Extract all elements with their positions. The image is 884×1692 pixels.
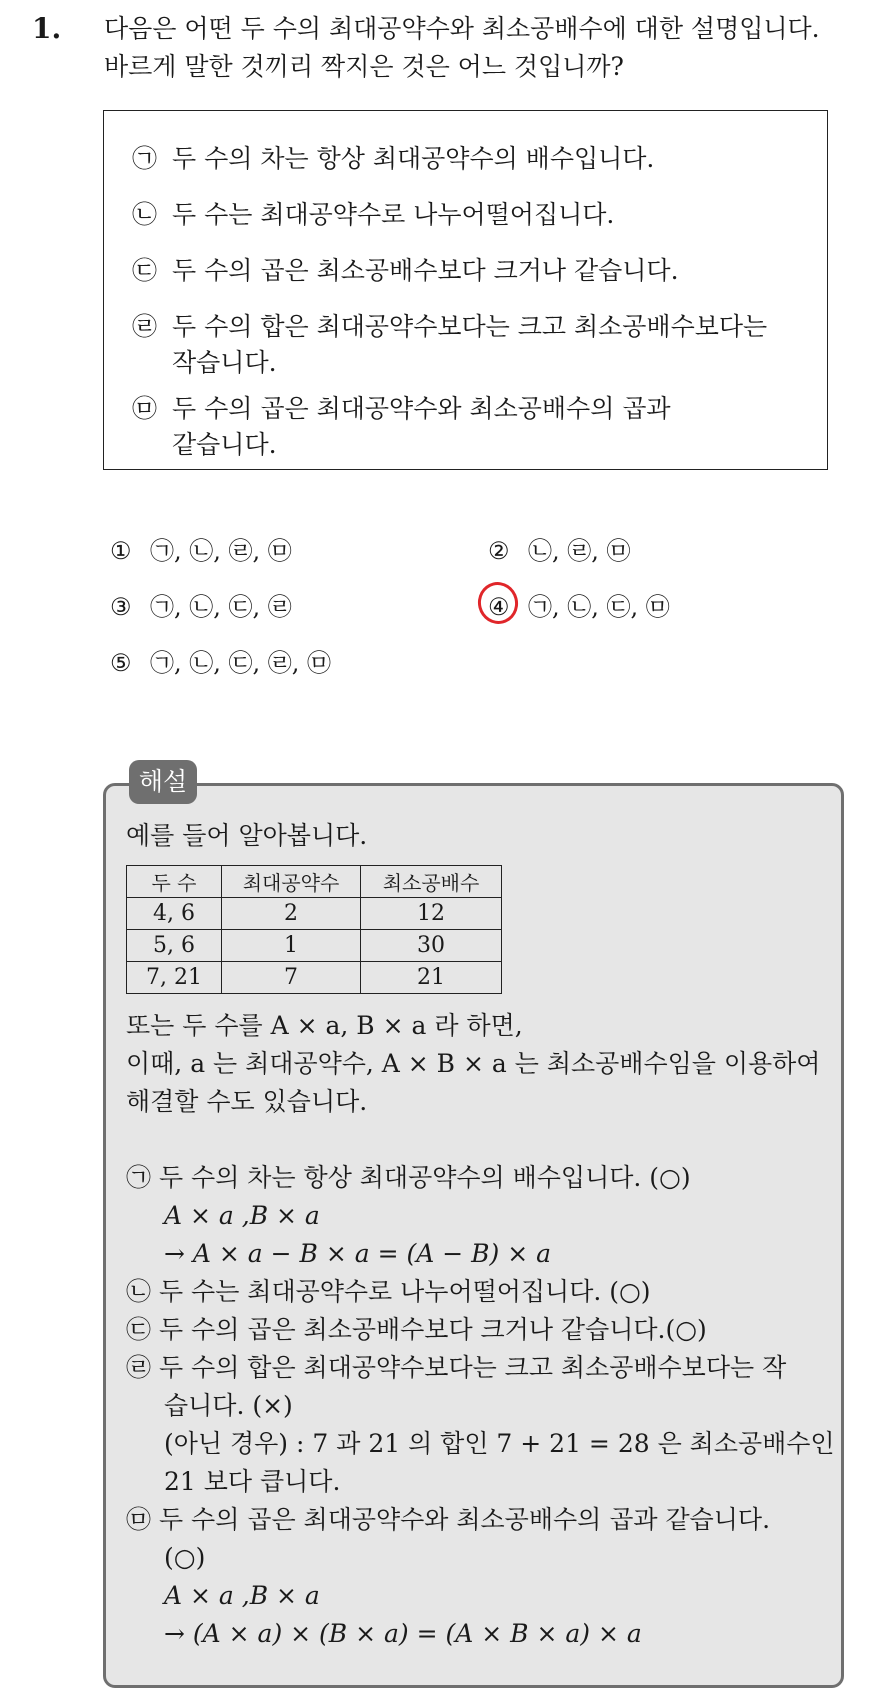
statement-text-cont: 작습니다. xyxy=(172,348,277,377)
choice-1[interactable] xyxy=(110,535,292,567)
table-header-row xyxy=(127,866,502,898)
statement-text: 두 수는 최대공약수로 나누어떨어집니다. xyxy=(172,200,615,229)
choice-number: ① xyxy=(110,537,132,565)
table-row xyxy=(127,962,502,994)
statement-marker: ㉡ xyxy=(132,200,158,229)
table-cell: 2 xyxy=(222,898,361,930)
solution-line: (○) xyxy=(164,1543,206,1572)
table-cell: 30 xyxy=(361,930,502,962)
solution-line: 또는 두 수를 A × a, B × a 라 하면, xyxy=(126,1011,523,1040)
table-header-cell: 최소공배수 xyxy=(361,866,502,898)
statement-1 xyxy=(132,141,654,177)
solution-line: 21 보다 큽니다. xyxy=(164,1467,341,1496)
table-cell: 5, 6 xyxy=(127,930,222,962)
table-cell: 7 xyxy=(222,962,361,994)
table-row xyxy=(127,898,502,930)
statement-marker: ㉣ xyxy=(132,312,158,341)
statement-text: 두 수의 합은 최대공약수보다는 크고 최소공배수보다는 xyxy=(172,312,768,341)
question-number: 1. xyxy=(32,12,62,45)
solution-line: ㉢ 두 수의 곱은 최소공배수보다 크거나 같습니다.(○) xyxy=(126,1315,707,1344)
solution-line: 해결할 수도 있습니다. xyxy=(126,1087,368,1116)
choice-number: ② xyxy=(488,537,510,565)
solution-intro: 예를 들어 알아봅니다. xyxy=(126,821,368,850)
statement-marker: ㉢ xyxy=(132,256,158,285)
solution-math-line: → (A × a) × (B × a) = (A × B × a) × a xyxy=(164,1619,642,1648)
solution-line: ㉣ 두 수의 합은 최대공약수보다는 크고 최소공배수보다는 작 xyxy=(126,1353,787,1382)
question-line-1: 다음은 어떤 두 수의 최대공약수와 최소공배수에 대한 설명입니다. xyxy=(104,14,820,43)
solution-line: 이때, a 는 최대공약수, A × B × a 는 최소공배수임을 이용하여 xyxy=(126,1049,821,1078)
solution-line: ㉡ 두 수는 최대공약수로 나누어떨어집니다. (○) xyxy=(126,1277,651,1306)
statements-box xyxy=(103,110,828,470)
table-cell: 21 xyxy=(361,962,502,994)
table-cell: 12 xyxy=(361,898,502,930)
table-header-cell: 최대공약수 xyxy=(222,866,361,898)
statement-text: 두 수의 곱은 최소공배수보다 크거나 같습니다. xyxy=(172,256,679,285)
question-text xyxy=(104,10,820,86)
solution-math-line: A × a ,B × a xyxy=(164,1581,320,1610)
statement-5 xyxy=(132,391,671,463)
solution-line: (아닌 경우) : 7 과 21 의 합인 7 + 21 = 28 은 최소공배수인 xyxy=(164,1429,835,1458)
choice-text: ㉠, ㉡, ㉣, ㉤ xyxy=(150,537,292,565)
table-cell: 7, 21 xyxy=(127,962,222,994)
solution-tag: 해설 xyxy=(129,760,197,804)
solution-line: ㉤ 두 수의 곱은 최대공약수와 최소공배수의 곱과 같습니다. xyxy=(126,1505,771,1534)
statement-text: 두 수의 차는 항상 최대공약수의 배수입니다. xyxy=(172,144,655,173)
statement-marker: ㉤ xyxy=(132,394,158,423)
choice-5[interactable] xyxy=(110,647,331,679)
choice-2[interactable] xyxy=(488,535,631,567)
solution-line: ㉠ 두 수의 차는 항상 최대공약수의 배수입니다. (○) xyxy=(126,1163,691,1192)
table-row xyxy=(127,930,502,962)
statement-2 xyxy=(132,197,614,233)
statement-4 xyxy=(132,309,767,381)
statement-marker: ㉠ xyxy=(132,144,158,173)
choice-text: ㉠, ㉡, ㉢, ㉣, ㉤ xyxy=(150,649,332,677)
table-header-cell: 두 수 xyxy=(127,866,222,898)
table-cell: 4, 6 xyxy=(127,898,222,930)
question-line-2: 바르게 말한 것끼리 짝지은 것은 어느 것입니까? xyxy=(104,52,624,81)
choice-3[interactable] xyxy=(110,591,292,623)
choice-number: ⑤ xyxy=(110,649,132,677)
table-cell: 1 xyxy=(222,930,361,962)
choice-number: ③ xyxy=(110,593,132,621)
choice-text: ㉠, ㉡, ㉢, ㉣ xyxy=(150,593,292,621)
choice-text: ㉡, ㉣, ㉤ xyxy=(528,537,631,565)
statement-text: 두 수의 곱은 최대공약수와 최소공배수의 곱과 xyxy=(172,394,671,423)
solution-math-line: → A × a − B × a = (A − B) × a xyxy=(164,1239,552,1268)
solution-math-line: A × a ,B × a xyxy=(164,1201,320,1230)
statement-3 xyxy=(132,253,679,289)
statement-text-cont: 같습니다. xyxy=(172,430,277,459)
choice-number: ④ xyxy=(488,593,510,621)
choice-text: ㉠, ㉡, ㉢, ㉤ xyxy=(528,593,670,621)
example-table xyxy=(126,865,502,994)
solution-line: 습니다. (×) xyxy=(164,1391,293,1420)
